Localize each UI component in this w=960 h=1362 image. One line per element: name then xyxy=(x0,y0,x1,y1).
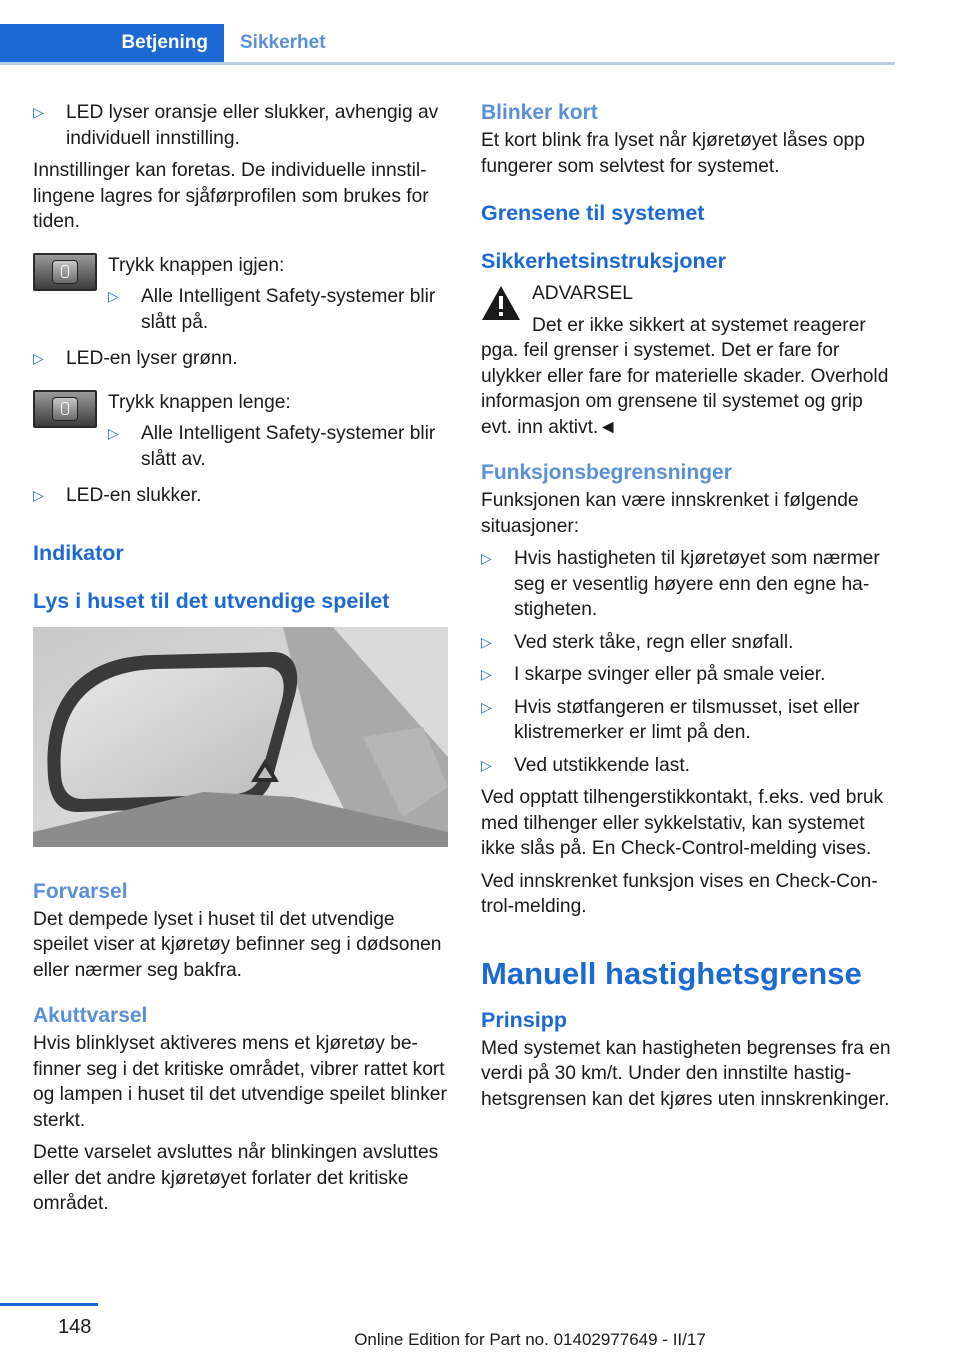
warning-label: ADVARSEL xyxy=(532,283,633,304)
triangle-bullet-icon: ▷ xyxy=(108,288,119,304)
triangle-bullet-icon: ▷ xyxy=(33,104,44,120)
triangle-bullet-icon: ▷ xyxy=(481,698,492,715)
heading-akuttvarsel: Akuttvarsel xyxy=(33,1004,148,1027)
heading-prinsipp: Prinsipp xyxy=(481,1007,568,1032)
left-column xyxy=(33,100,448,1224)
list-item-text: Ved utstikkende last. xyxy=(514,754,690,776)
paragraph: Innstillinger kan foretas. De individuelle innstillingene lagres for sjåførprofilen som brukes for tiden. xyxy=(33,160,429,232)
list-item-text: Hvis hastigheten til kjøretøyet som nærmer seg er vesentlig høyere enn den egne hastigheten. xyxy=(514,548,880,620)
button-instruction xyxy=(33,390,448,480)
list-item-text: LED-en lyser grønn. xyxy=(66,348,238,369)
paragraph: Det dempede lyset i huset til det utvendige speilet viser at kjøretøy befinner seg i dødsonen eller nærmer seg bakfra. xyxy=(33,908,442,981)
list-item xyxy=(481,753,896,779)
paragraph: Funksjonen kan være innskrenket i følgende situasjoner: xyxy=(481,490,859,537)
list-item xyxy=(481,546,896,623)
tab-sikkerhet[interactable]: Sikkerhet xyxy=(240,32,326,53)
list-item-text: Alle Intelligent Safety-systemer blir slått på. xyxy=(141,286,436,333)
triangle-bullet-icon: ▷ xyxy=(33,487,44,503)
list-item xyxy=(481,695,896,746)
paragraph: Ved innskrenket funksjon vises en Check-Control-melding. xyxy=(481,870,878,917)
instruction-text: Trykk knappen igjen: xyxy=(108,254,285,276)
list-item xyxy=(33,100,448,151)
paragraph: Hvis blinklyset aktiveres mens et kjøretøy befinner seg i det kritiske området, vibrer rattet kort og lampen i huset til det utvendige speilet blinker sterkt. xyxy=(33,1033,447,1131)
list-item xyxy=(33,483,448,509)
list-item xyxy=(108,421,448,472)
heading-funksjonsbegrensninger: Funksjonsbegrensninger xyxy=(481,461,732,484)
footer-edition xyxy=(0,1330,960,1350)
right-column xyxy=(481,100,896,1119)
list-item xyxy=(33,346,448,372)
paragraph: Med systemet kan hastigheten begrenses fra en verdi på 30 km/t. Under den innstilte hastighetsgrensen kan det kjøres uten innskrenkinger. xyxy=(481,1037,891,1110)
heading-blinker-kort: Blinker kort xyxy=(481,101,598,124)
list-item xyxy=(108,284,448,335)
instruction-text: Trykk knappen lenge: xyxy=(108,391,291,413)
list-item-text: LED lyser oransje eller slukker, avhengig av individuell innstilling. xyxy=(66,102,439,149)
heading-lys-i-huset: Lys i huset til det utvendige speilet xyxy=(33,588,390,613)
button-instruction xyxy=(33,253,448,343)
triangle-bullet-icon: ▷ xyxy=(481,666,492,682)
warning-text: pga. feil grenser i systemet. Det er fare for ulykker eller fare for materielle skader. Overhold informasjon om grensene til systemet og grip evt. inn aktivt.◄ xyxy=(481,340,889,438)
warning-text: Det er ikke sikkert at systemet reagerer xyxy=(532,314,866,336)
list-item-text: LED-en slukker. xyxy=(66,485,202,506)
tab-betjening[interactable]: Betjening xyxy=(0,24,224,62)
safety-button-icon xyxy=(33,390,97,428)
list-item-text: Alle Intelligent Safety-systemer blir slått av. xyxy=(141,423,436,470)
warning-block xyxy=(481,281,896,338)
list-item xyxy=(481,662,896,688)
list-item xyxy=(481,630,896,656)
heading-grensene: Grensene til systemet xyxy=(481,201,705,225)
top-tab-bar xyxy=(0,24,895,65)
page-number-rule xyxy=(0,1303,98,1306)
paragraph: Dette varselet avsluttes når blinkingen avsluttes eller det andre kjøretøyet forlater det kritiske området. xyxy=(33,1142,439,1214)
footer-edition-text: Online Edition for Part no. 01402977649 - II/17 xyxy=(354,1330,706,1349)
triangle-bullet-icon: ▷ xyxy=(481,550,492,566)
side-mirror-image xyxy=(33,627,448,847)
safety-button-icon xyxy=(33,253,97,291)
heading-forvarsel: Forvarsel xyxy=(33,879,128,903)
heading-sikkerhetsinstruksjoner: Sikkerhetsinstruksjoner xyxy=(481,249,726,273)
triangle-bullet-icon: ▷ xyxy=(481,756,492,773)
paragraph: Et kort blink fra lyset når kjøretøyet låses opp fungerer som selvtest for systemet. xyxy=(481,130,865,177)
warning-triangle-icon xyxy=(481,285,521,321)
heading-indikator: Indikator xyxy=(33,540,124,565)
list-item-text: Ved sterk tåke, regn eller snøfall. xyxy=(514,631,794,653)
heading-manuell-hastighetsgrense: Manuell hastighetsgrense xyxy=(481,955,862,991)
triangle-bullet-icon: ▷ xyxy=(33,350,44,366)
paragraph: Ved opptatt tilhengerstikkontakt, f.eks. ved bruk med tilhenger eller sykkelstativ, kan systemet ikke slås på. En Check-Control-melding vises. xyxy=(481,787,884,859)
triangle-bullet-icon: ▷ xyxy=(108,425,119,441)
triangle-bullet-icon: ▷ xyxy=(481,633,492,650)
list-item-text: Hvis støtfangeren er tilsmusset, iset eller klistremerker er limt på den. xyxy=(514,696,860,743)
page-number: 148 xyxy=(58,1316,92,1338)
list-item-text: I skarpe svinger eller på smale veier. xyxy=(514,664,826,685)
